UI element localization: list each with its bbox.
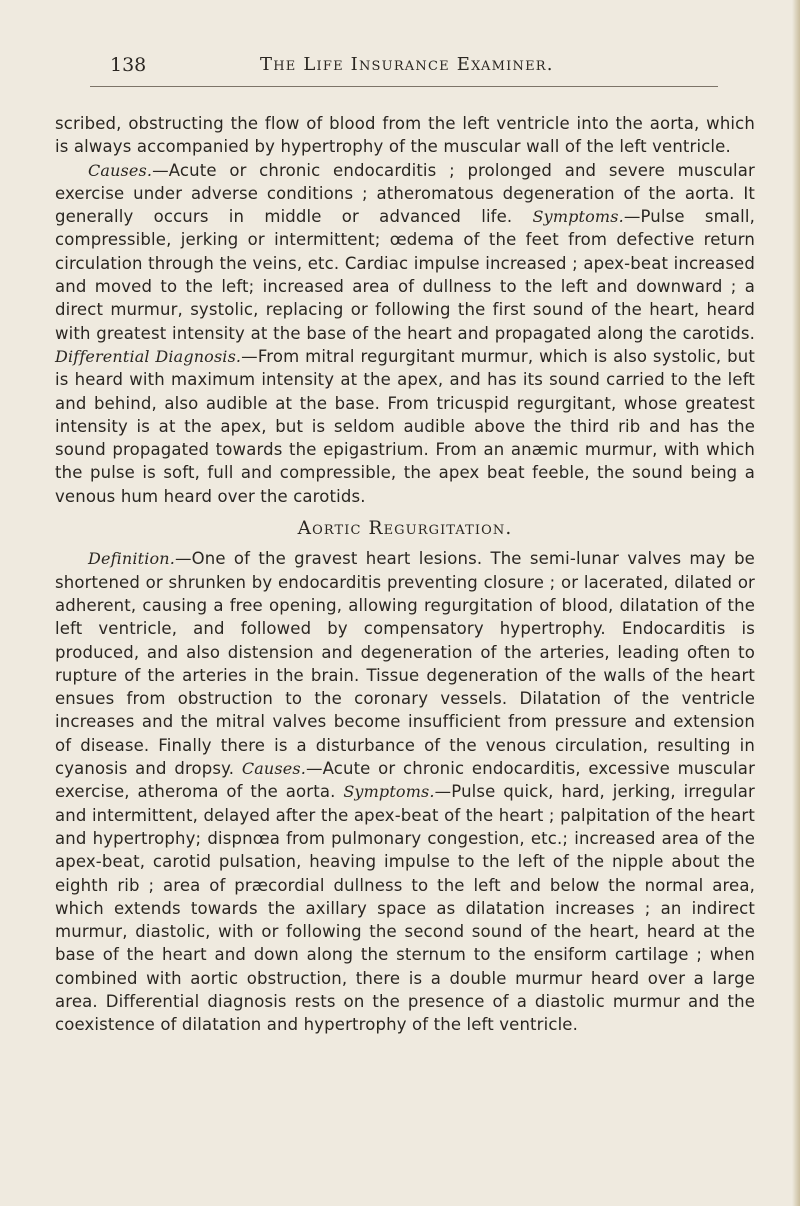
diagnosis-text: —From mitral regurgitant murmur, which is also systolic, but is heard with maximum intensity at the apex, and has its sound carried to the left and behind, also audible at the base. From tricuspid regurgitant, whose greatest intensity is at the apex, but is seldom audible above the third rib and has the sound propagated towards the epigastrium. From an anæmic murmur, with which the pulse is soft, full and compressible, the apex beat feeble, the sound being a venous hum heard over the carotids.	[55, 346, 755, 506]
body-text	[55, 112, 755, 1037]
paragraph-aortic-obstruction-details	[55, 159, 755, 508]
causes-label: Causes.	[88, 160, 153, 180]
section-heading: Aortic Regurgitation.	[297, 518, 513, 540]
symptoms-text: —Pulse small, compressible, jerking or intermittent; œdema of the feet from defective return circulation through the veins, etc. Cardiac impulse increased ; apex-beat increased and moved to the left; increased area of dullness to the left and downward ; a direct murmur, systolic, replacing or following the first sound of the heart, heard with greatest intensity at the base of the heart and propagated along the carotids.	[55, 207, 755, 343]
header-rule	[90, 86, 718, 87]
paragraph-aortic-regurgitation	[55, 547, 755, 1036]
causes-text-2: —Acute or chronic endocarditis, excessive muscular exercise, atheroma of the aorta.	[55, 759, 756, 802]
diagnosis-label: Differential Diagnosis.	[55, 346, 242, 366]
symptoms-label-2: Symptoms.	[343, 782, 435, 802]
paragraph-text: scribed, obstructing the flow of blood from the left ventricle into the aorta, which is always accompanied by hypertrophy of the muscular wall of the left ventricle.	[55, 114, 755, 157]
paragraph-continuation	[55, 112, 755, 159]
page-number: 138	[110, 54, 147, 76]
causes-label-2: Causes.	[241, 759, 306, 779]
definition-label: Definition.	[88, 549, 175, 569]
symptoms-label: Symptoms.	[532, 207, 624, 227]
running-title: The Life Insurance Examiner.	[260, 54, 554, 75]
page-edge-shadow	[792, 0, 800, 1206]
page-header	[80, 50, 728, 88]
definition-text: —One of the gravest heart lesions. The semi-lunar valves may be shortened or shrunken by endocarditis preventing closure ; or lacerated, dilated or adherent, causing a free opening, allowing regurgitation of blood, dilatation of the left ventricle, and followed by compensatory hypertrophy. Endocarditis is produced, and also distension and degeneration of the arteries, leading often to rupture of the arteries in the brain. Tissue degeneration of the walls of the heart ensues from obstruction to the coronary vessels. Dilatation of the ventricle increases and the mitral valves become insufficient from pressure and extension of disease. Finally there is a disturbance of the venous circulation, resulting in cyanosis and dropsy.	[55, 549, 755, 779]
causes-text: —Acute or chronic endocarditis ; prolonged and severe muscular exercise under adverse conditions ; atheromatous degeneration of the aorta. It generally occurs in middle or advanced life.	[55, 160, 755, 227]
symptoms-text-2: —Pulse quick, hard, jerking, irregular and intermittent, delayed after the apex-beat of the heart ; palpitation of the heart and hypertrophy; dispnœa from pulmonary congestion, etc.; increased area of the apex-beat, carotid pulsation, heaving impulse to the left of the nipple about the eighth rib ; area of præcordial dullness to the left and below the normal area, which extends towards the axillary space as dilatation increases ; an indirect murmur, diastolic, with or following the second sound of the heart, heard at the base of the heart and down along the sternum to the ensiform cartilage ; when combined with aortic obstruction, there is a double murmur heard over a large area. Differential diagnosis rests on the presence of a diastolic murmur and the coexistence of dilatation and hypertrophy of the left ventricle.	[55, 782, 755, 1035]
